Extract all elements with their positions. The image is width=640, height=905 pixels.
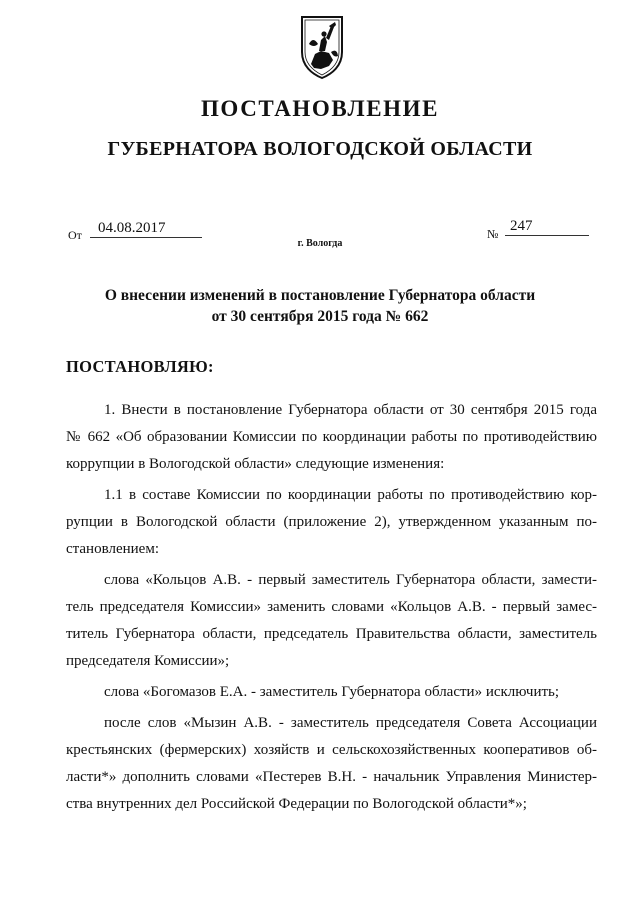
date-label: От — [68, 228, 82, 242]
body-line: 1. Внести в постановление Губернатора области от 30 сентября 2015 года — [104, 402, 597, 418]
document-city: г. Вологда — [297, 238, 343, 249]
body-line: слова «Кольцов А.В. - первый заместитель Губернатора области, замести- — [104, 572, 597, 588]
document-title: ПОСТАНОВЛЕНИЕ — [200, 96, 440, 121]
body-line: ства внутренних дел Российской Федерации по Вологодской области*»; — [66, 796, 527, 812]
document-date: 04.08.2017 — [90, 220, 202, 238]
body-line: крестьянских (фермерских) хозяйств и сельскохозяйственных кооперативов об- — [66, 742, 597, 758]
document-subject — [70, 285, 570, 327]
body-line: слова «Богомазов Е.А. - заместитель Губернатора области» исключить; — [104, 684, 560, 700]
document-subtitle: ГУБЕРНАТОРА ВОЛОГОДСКОЙ ОБЛАСТИ — [107, 138, 533, 160]
body-line: коррупции в Вологодской области» следующие изменения: — [66, 456, 445, 472]
body-line: после слов «Мызин А.В. - заместитель председателя Совета Ассоциации — [104, 715, 597, 731]
coat-of-arms-icon — [299, 14, 345, 80]
body-line: рупции в Вологодской области (приложение 2), утвержденном указанным по- — [66, 514, 597, 530]
subject-line-2: от 30 сентября 2015 года № 662 — [211, 308, 429, 325]
body-line: 1.1 в составе Комиссии по координации работы по противодействию кор- — [104, 487, 597, 503]
body-line: становлением: — [66, 541, 159, 557]
body-line: № 662 «Об образовании Комиссии по координации работы по противодействию — [66, 429, 597, 445]
decree-word: ПОСТАНОВЛЯЮ: — [66, 357, 214, 376]
body-line: тель председателя Комиссии» заменить словами «Кольцов А.В. - первый замес- — [66, 599, 597, 615]
number-label: № — [487, 227, 499, 241]
subject-line-1: О внесении изменений в постановление Губернатора области — [104, 287, 536, 304]
body-line: ласти*» дополнить словами «Пестерев В.Н. - начальник Управления Министер- — [66, 769, 597, 785]
document-body — [66, 397, 597, 818]
document-number: 247 — [505, 218, 589, 236]
body-line: титель Губернатора области, председатель Правительства области, заместитель — [66, 626, 597, 642]
body-line: председателя Комиссии»; — [66, 653, 230, 669]
